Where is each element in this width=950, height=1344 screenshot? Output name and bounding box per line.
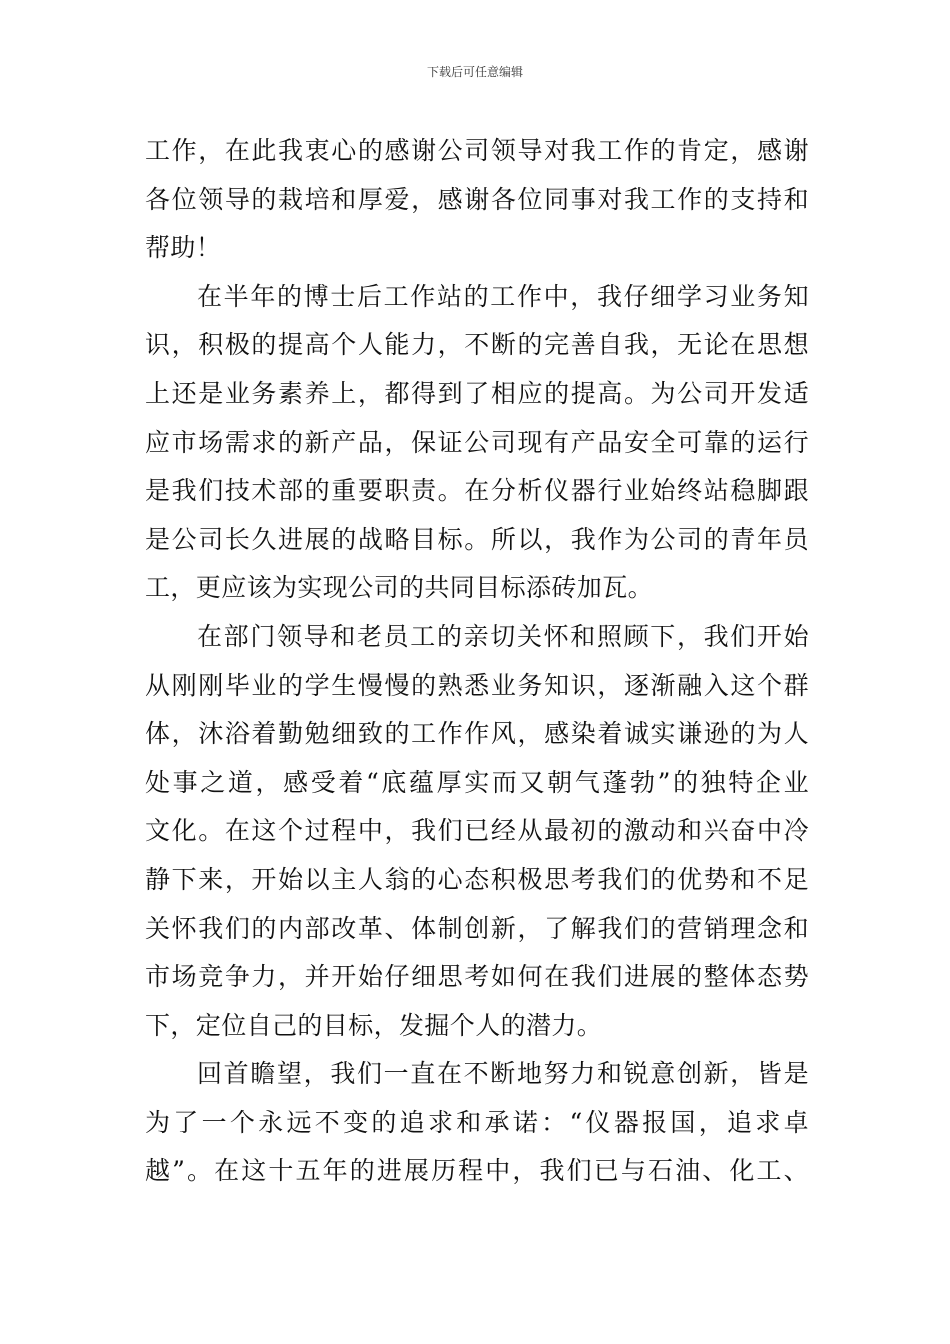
text-line: 各位领导的栽培和厚爱，感谢各位同事对我工作的支持和 (145, 184, 809, 214)
text-line: 下，定位自己的目标，发掘个人的潜力。 (145, 1010, 603, 1040)
text-line: 在半年的博士后工作站的工作中，我仔细学习业务知 (197, 281, 809, 311)
text-line: 工作，在此我衷心的感谢公司领导对我工作的肯定，感谢 (145, 136, 809, 165)
document-body (145, 127, 809, 1196)
text-line: 工，更应该为实现公司的共同目标添砖加瓦。 (145, 573, 654, 603)
text-line: 回首瞻望，我们一直在不断地努力和锐意创新，皆是 (197, 1059, 809, 1089)
text-line: 是我们技术部的重要职责。在分析仪器行业始终站稳脚跟 (145, 476, 809, 506)
text-line: 是公司长久进展的战略目标。所以，我作为公司的青年员 (145, 524, 809, 554)
text-line: 为了一个永远不变的追求和承诺：“仪器报国，追求卓 (145, 1107, 809, 1137)
text-line: 体，沐浴着勤勉细致的工作作风，感染着诚实谦逊的为人 (145, 719, 809, 749)
text-line: 上还是业务素养上，都得到了相应的提高。为公司开发适 (145, 378, 809, 408)
page-header: 下载后可任意编辑 (426, 65, 523, 79)
text-line: 应市场需求的新产品，保证公司现有产品安全可靠的运行 (145, 427, 809, 457)
text-line: 文化。在这个过程中，我们已经从最初的激动和兴奋中冷 (145, 816, 809, 846)
text-line: 静下来，开始以主人翁的心态积极思考我们的优势和不足 (145, 864, 809, 894)
text-line: 识，积极的提高个人能力，不断的完善自我，无论在思想 (145, 330, 809, 360)
text-line: 市场竞争力，并开始仔细思考如何在我们进展的整体态势 (145, 962, 809, 992)
text-line: 在部门领导和老员工的亲切关怀和照顾下，我们开始 (197, 621, 809, 651)
text-line: 处事之道，感受着“底蕴厚实而又朝气蓬勃”的独特企业 (145, 767, 809, 797)
text-line: 越”。在这十五年的进展历程中，我们已与石油、化工、 (145, 1156, 809, 1186)
text-line: 帮助！ (145, 233, 222, 263)
text-line: 从刚刚毕业的学生慢慢的熟悉业务知识，逐渐融入这个群 (145, 670, 809, 700)
text-line: 关怀我们的内部改革、体制创新，了解我们的营销理念和 (145, 913, 809, 943)
